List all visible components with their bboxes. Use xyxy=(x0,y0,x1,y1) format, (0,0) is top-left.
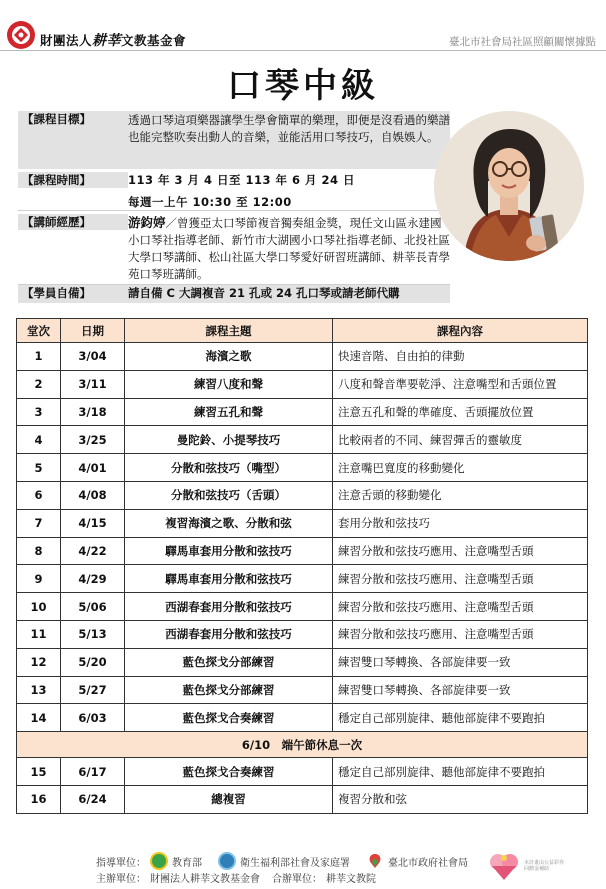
header-divider xyxy=(0,50,606,51)
holiday-row xyxy=(17,732,588,758)
col-topic: 課程主題 xyxy=(125,319,333,343)
date-cell: 4/01 xyxy=(61,454,125,482)
host-name: 財團法人耕莘文教基金會 xyxy=(150,874,260,885)
teacher-bio: ／曾獲亞太口琴節複音獨奏組金獎，現任文山區永建國小口琴社指導老師、新竹市大湖國小口琴社指導老師、北投社區大學口琴講師、松山社區大學口琴愛好研習班講師、耕莘長青學苑口琴班講師。 xyxy=(128,216,450,281)
host-label: 主辦單位： xyxy=(96,874,146,885)
content-cell: 練習分散和弦技巧應用、注意嘴型舌頭 xyxy=(333,593,588,621)
date-cell: 3/04 xyxy=(61,343,125,371)
content-cell: 練習分散和弦技巧應用、注意嘴型舌頭 xyxy=(333,565,588,593)
session-cell: 14 xyxy=(17,704,61,732)
session-cell: 12 xyxy=(17,648,61,676)
date-cell: 6/03 xyxy=(61,704,125,732)
topic-cell: 曼陀鈴、小提琴技巧 xyxy=(125,426,333,454)
session-cell: 16 xyxy=(17,785,61,813)
date-cell: 6/24 xyxy=(61,785,125,813)
session-cell: 5 xyxy=(17,454,61,482)
session-cell: 15 xyxy=(17,758,61,786)
topic-cell: 西湖春套用分散和弦技巧 xyxy=(125,620,333,648)
host-units xyxy=(96,870,376,885)
topic-cell: 驛馬車套用分散和弦技巧 xyxy=(125,565,333,593)
date-cell: 4/08 xyxy=(61,481,125,509)
table-row xyxy=(17,454,588,482)
table-row xyxy=(17,343,588,371)
session-cell: 4 xyxy=(17,426,61,454)
moe-name: 教育部 xyxy=(172,857,202,869)
content-cell: 複習分散和弦 xyxy=(333,785,588,813)
taipei-name: 臺北市政府社會局 xyxy=(388,857,468,869)
teacher-photo xyxy=(434,111,584,261)
topic-cell: 西湖春套用分散和弦技巧 xyxy=(125,593,333,621)
date-cell: 3/11 xyxy=(61,370,125,398)
topic-cell: 分散和弦技巧（舌頭） xyxy=(125,481,333,509)
date-cell: 5/06 xyxy=(61,593,125,621)
guide-label: 指導單位： xyxy=(96,857,146,869)
table-row xyxy=(17,370,588,398)
topic-cell: 藍色探戈分部練習 xyxy=(125,648,333,676)
mohw-emblem-icon xyxy=(218,852,236,870)
col-content: 課程內容 xyxy=(333,319,588,343)
table-row xyxy=(17,481,588,509)
table-row xyxy=(17,758,588,786)
foundation-logo-icon xyxy=(6,20,36,50)
time-weekly: 每週一上午 10:30 至 12:00 xyxy=(128,195,292,209)
topic-cell: 總複習 xyxy=(125,785,333,813)
table-row xyxy=(17,676,588,704)
supplies-row xyxy=(18,285,450,303)
topic-cell: 練習八度和聲 xyxy=(125,370,333,398)
co-name: 耕莘文教院 xyxy=(326,874,376,885)
date-cell: 4/15 xyxy=(61,509,125,537)
topic-cell: 海濱之歌 xyxy=(125,343,333,371)
time-label: 【課程時間】 xyxy=(18,172,128,188)
teacher-label: 【講師經歷】 xyxy=(18,214,128,230)
session-cell: 1 xyxy=(17,343,61,371)
table-row xyxy=(17,785,588,813)
supplies-label: 【學員自備】 xyxy=(22,286,91,300)
session-cell: 7 xyxy=(17,509,61,537)
content-cell: 注意嘴巴寬度的移動變化 xyxy=(333,454,588,482)
teacher-row xyxy=(18,211,450,285)
date-cell: 5/20 xyxy=(61,648,125,676)
date-cell: 3/25 xyxy=(61,426,125,454)
date-cell: 5/27 xyxy=(61,676,125,704)
table-row xyxy=(17,565,588,593)
date-cell: 6/17 xyxy=(61,758,125,786)
organization-name: 財團法人耕莘文教基金會 xyxy=(40,33,187,49)
col-date: 日期 xyxy=(61,319,125,343)
table-row xyxy=(17,593,588,621)
mohw-name: 衛生福利部社會及家庭署 xyxy=(240,857,350,869)
topic-cell: 練習五孔和聲 xyxy=(125,398,333,426)
goal-row xyxy=(18,111,450,169)
table-row xyxy=(17,398,588,426)
guide-units xyxy=(96,852,468,870)
moe-emblem-icon xyxy=(150,852,168,870)
table-row xyxy=(17,620,588,648)
page-footer xyxy=(0,848,606,888)
teacher-portrait-icon xyxy=(434,111,584,261)
topic-cell: 驛馬車套用分散和弦技巧 xyxy=(125,537,333,565)
goal-label: 【課程目標】 xyxy=(22,112,91,126)
topic-cell: 藍色探戈分部練習 xyxy=(125,676,333,704)
table-row xyxy=(17,509,588,537)
session-cell: 8 xyxy=(17,537,61,565)
time-row xyxy=(18,169,450,211)
session-cell: 3 xyxy=(17,398,61,426)
page-header xyxy=(0,0,606,60)
content-cell: 快速音階、自由拍的律動 xyxy=(333,343,588,371)
session-cell: 6 xyxy=(17,481,61,509)
table-row xyxy=(17,704,588,732)
time-text xyxy=(128,172,450,210)
time-date-range: 113 年 3 月 4 日至 113 年 6 月 24 日 xyxy=(128,173,356,187)
lottery-logo-icon xyxy=(486,848,522,884)
content-cell: 練習雙口琴轉換、各部旋律要一致 xyxy=(333,648,588,676)
date-cell: 5/13 xyxy=(61,620,125,648)
session-cell: 9 xyxy=(17,565,61,593)
date-cell: 4/22 xyxy=(61,537,125,565)
table-row xyxy=(17,648,588,676)
course-title: 口琴中級 xyxy=(227,66,379,106)
content-cell: 練習分散和弦技巧應用、注意嘴型舌頭 xyxy=(333,537,588,565)
content-cell: 套用分散和弦技巧 xyxy=(333,509,588,537)
date-cell: 3/18 xyxy=(61,398,125,426)
topic-cell: 藍色探戈合奏練習 xyxy=(125,704,333,732)
col-session: 堂次 xyxy=(17,319,61,343)
table-row xyxy=(17,537,588,565)
content-cell: 比較兩者的不同、練習彈舌的靈敏度 xyxy=(333,426,588,454)
topic-cell: 複習海濱之歌、分散和弦 xyxy=(125,509,333,537)
date-cell: 4/29 xyxy=(61,565,125,593)
session-cell: 13 xyxy=(17,676,61,704)
content-cell: 練習分散和弦技巧應用、注意嘴型舌頭 xyxy=(333,620,588,648)
session-cell: 11 xyxy=(17,620,61,648)
topic-cell: 藍色探戈合奏練習 xyxy=(125,758,333,786)
course-schedule-table xyxy=(16,318,588,814)
content-cell: 練習雙口琴轉換、各部旋律要一致 xyxy=(333,676,588,704)
teacher-name: 游鈞婷 xyxy=(128,215,166,230)
course-info xyxy=(18,111,450,303)
supplies-text: 請自備 C 大調複音 21 孔或 24 孔口琴或請老師代購 xyxy=(128,286,400,300)
co-label: 合辦單位： xyxy=(272,874,322,885)
teacher-text xyxy=(128,214,450,284)
content-cell: 八度和聲音準要乾淨、注意嘴型和舌頭位置 xyxy=(333,370,588,398)
holiday-text: 6/10 端午節休息一次 xyxy=(17,732,588,758)
content-cell: 穩定自己部別旋律、聽他部旋律不要跑拍 xyxy=(333,758,588,786)
lottery-caption: 本計畫由公益彩券回饋金補助 xyxy=(524,860,565,872)
table-row xyxy=(17,426,588,454)
session-cell: 10 xyxy=(17,593,61,621)
goal-text: 透過口琴這項樂器讓學生學會簡單的樂理，即便是沒看過的樂譜也能完整吹奏出動人的音樂，並能活用口琴技巧，自娛娛人。 xyxy=(128,113,450,144)
content-cell: 注意五孔和聲的準確度、舌頭擺放位置 xyxy=(333,398,588,426)
session-cell: 2 xyxy=(17,370,61,398)
topic-cell: 分散和弦技巧（嘴型） xyxy=(125,454,333,482)
content-cell: 穩定自己部別旋律、聽他部旋律不要跑拍 xyxy=(333,704,588,732)
table-header-row xyxy=(17,319,588,343)
content-cell: 注意舌頭的移動變化 xyxy=(333,481,588,509)
taipei-logo-icon xyxy=(366,852,384,870)
community-care-note: 臺北市社會局社區照顧關懷據點 xyxy=(449,36,596,48)
